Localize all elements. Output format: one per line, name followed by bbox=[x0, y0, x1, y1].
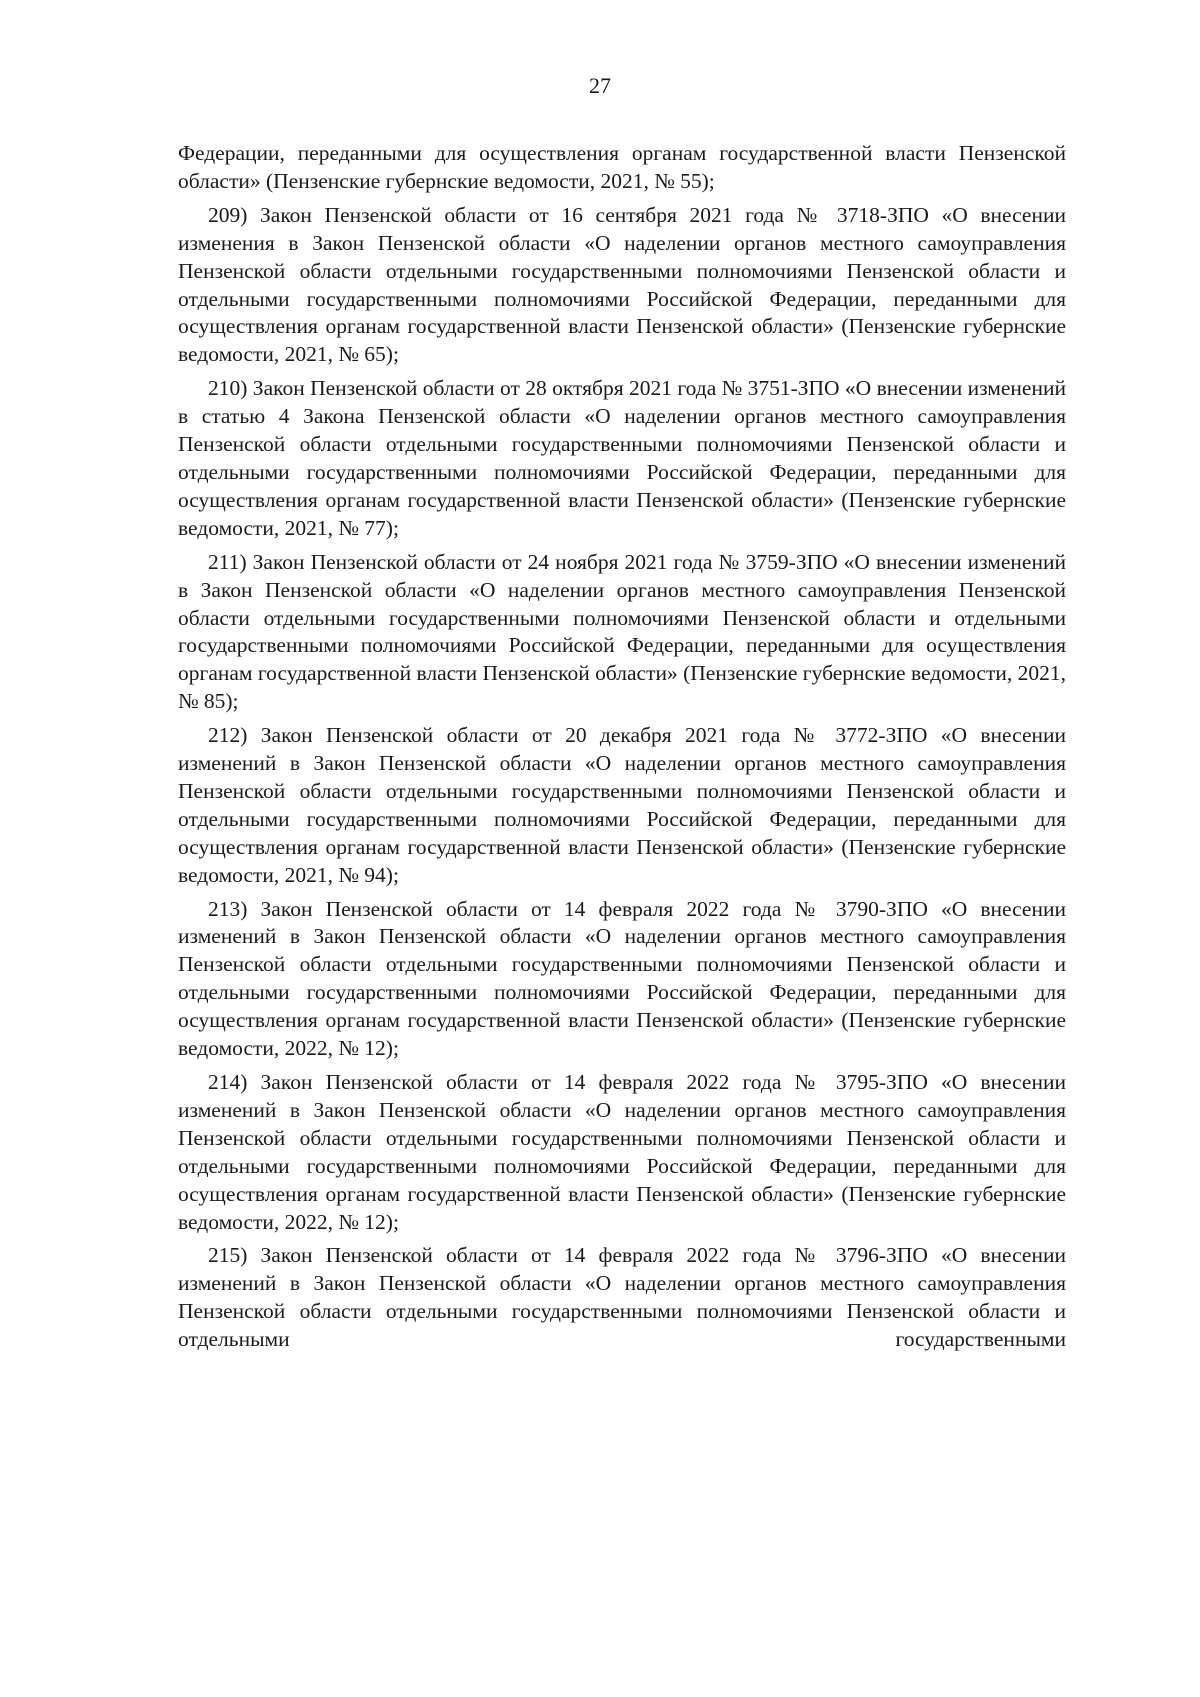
list-item-211: 211) Закон Пензенской области от 24 ноября 2021 года № 3759-ЗПО «О внесении изменений в Закон Пензенской области «О наделении органов местного самоуправления Пензенской области отдельными государственными полномочиями Пензенской области и отдельными государственными полномочиями Российской Федерации, переданными для осуществления органам государственной власти Пензенской области» (Пензенские губернские ведомости, 2021, № 85); bbox=[178, 549, 1066, 714]
list-item-215: 215) Закон Пензенской области от 14 февраля 2022 года № 3796-ЗПО «О внесении изменений в Закон Пензенской области «О наделении органов местного самоуправления Пензенской области отдельными государственными полномочиями Пензенской области и отдельными государственными bbox=[178, 1243, 1066, 1352]
list-item-212: 212) Закон Пензенской области от 20 декабря 2021 года № 3772-ЗПО «О внесении изменений в Закон Пензенской области «О наделении органов местного самоуправления Пензенской области отдельными государственными полномочиями Пензенской области и отдельными государственными полномочиями Российской Федерации, переданными для осуществления органам государственной власти Пензенской области» (Пензенские губернские ведомости, 2021, № 94); bbox=[178, 723, 1066, 887]
paragraph-continuation: Федерации, переданными для осуществления органам государственной власти Пензенской области» (Пензенские губернские ведомости, 2021, № 55); bbox=[178, 141, 1066, 193]
list-item-210: 210) Закон Пензенской области от 28 октября 2021 года № 3751-ЗПО «О внесении изменений в статью 4 Закона Пензенской области «О наделении органов местного самоуправления Пензенской области отдельными государственными полномочиями Пензенской области и отдельными государственными полномочиями Российской Федерации, переданными для осуществления органам государственной власти Пензенской области» (Пензенские губернские ведомости, 2021, № 77); bbox=[178, 376, 1066, 540]
list-item-213: 213) Закон Пензенской области от 14 февраля 2022 года № 3790-ЗПО «О внесении изменений в Закон Пензенской области «О наделении органов местного самоуправления Пензенской области отдельными государственными полномочиями Пензенской области и отдельными государственными полномочиями Российской Федерации, переданными для осуществления органам государственной власти Пензенской области» (Пензенские губернские ведомости, 2022, № 12); bbox=[178, 896, 1066, 1061]
list-item-214: 214) Закон Пензенской области от 14 февраля 2022 года № 3795-ЗПО «О внесении изменений в Закон Пензенской области «О наделении органов местного самоуправления Пензенской области отдельными государственными полномочиями Пензенской области и отдельными государственными полномочиями Российской Федерации, переданными для осуществления органам государственной власти Пензенской области» (Пензенские губернские ведомости, 2022, № 12); bbox=[178, 1070, 1066, 1234]
document-body bbox=[178, 140, 1066, 1360]
page-number: 27 bbox=[589, 73, 611, 98]
list-item-209: 209) Закон Пензенской области от 16 сентября 2021 года № 3718-ЗПО «О внесении изменения в Закон Пензенской области «О наделении органов местного самоуправления Пензенской области отдельными государственными полномочиями Пензенской области и отдельными государственными полномочиями Российской Федерации, переданными для осуществления органам государственной власти Пензенской области» (Пензенские губернские ведомости, 2021, № 65); bbox=[178, 202, 1066, 367]
